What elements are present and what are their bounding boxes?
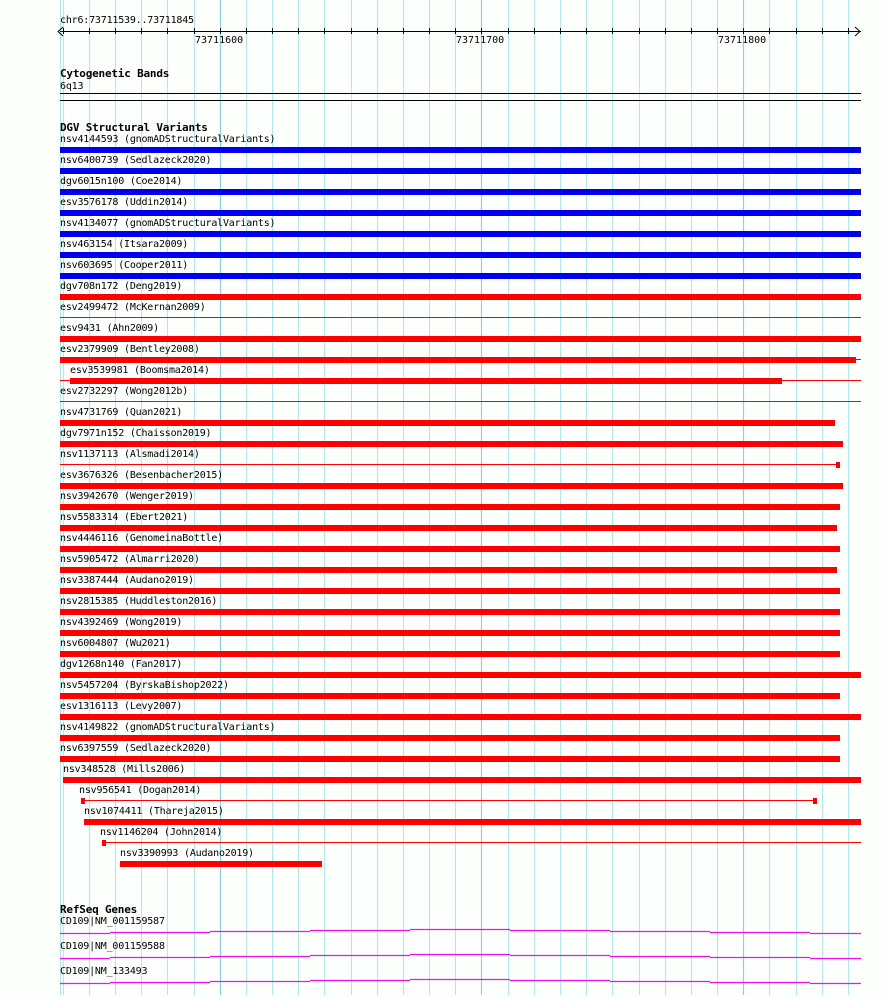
ruler-tick <box>743 28 744 34</box>
dgv-feature-bar <box>60 147 861 153</box>
ruler-tick <box>586 28 587 34</box>
dgv-feature-label[interactable]: nsv463154 (Itsara2009) <box>60 239 189 250</box>
ruler-tick <box>429 28 430 34</box>
dgv-feature-bar <box>60 168 861 174</box>
dgv-feature-bar <box>60 672 861 678</box>
dgv-feature-bar <box>60 357 856 363</box>
dgv-feature-bar <box>60 441 843 447</box>
ruler-tick <box>560 28 561 34</box>
dgv-feature-block <box>102 840 106 846</box>
dgv-feature-label[interactable]: nsv6400739 (Sedlazeck2020) <box>60 155 212 166</box>
dgv-feature-label[interactable]: nsv3390993 (Audano2019) <box>120 848 254 859</box>
ruler-tick <box>691 28 692 34</box>
dgv-feature-bar <box>60 420 835 426</box>
ruler-tick <box>534 28 535 34</box>
cytoband-label: 6q13 <box>60 81 84 92</box>
dgv-feature-bar <box>60 525 837 531</box>
dgv-feature-label[interactable]: nsv4144593 (gnomADStructuralVariants) <box>60 134 276 145</box>
ruler-tick <box>220 28 221 34</box>
tick-label: 73711800 <box>718 35 767 46</box>
dgv-feature-bar <box>60 693 840 699</box>
dgv-feature-bar <box>60 714 861 720</box>
dgv-feature-label[interactable]: esv3539981 (Boomsma2014) <box>70 365 210 376</box>
dgv-feature-line <box>102 842 861 843</box>
dgv-feature-line <box>60 464 840 465</box>
ruler-tick <box>508 28 509 34</box>
dgv-feature-bar <box>120 861 322 867</box>
track-title-dgv[interactable]: DGV Structural Variants <box>60 121 208 134</box>
dgv-feature-label[interactable]: esv2499472 (McKernan2009) <box>60 302 206 313</box>
ruler-tick <box>115 28 116 34</box>
ruler-tick <box>63 28 64 34</box>
ruler-tick <box>324 28 325 34</box>
ruler-tick <box>455 28 456 34</box>
dgv-feature-label[interactable]: dgv6015n100 (Coe2014) <box>60 176 183 187</box>
dgv-feature-label[interactable]: nsv1146204 (John2014) <box>100 827 223 838</box>
ruler-tick <box>194 28 195 34</box>
dgv-feature-bar <box>60 504 840 510</box>
dgv-feature-label[interactable]: nsv1074411 (Thareja2015) <box>84 806 224 817</box>
dgv-feature-label[interactable]: nsv4392469 (Wong2019) <box>60 617 183 628</box>
refseq-feature-line <box>0 978 890 998</box>
dgv-feature-label[interactable]: nsv4149822 (gnomADStructuralVariants) <box>60 722 276 733</box>
dgv-feature-label[interactable]: nsv956541 (Dogan2014) <box>79 785 202 796</box>
dgv-feature-label[interactable]: nsv4731769 (Quan2021) <box>60 407 183 418</box>
dgv-feature-bar <box>60 252 861 258</box>
dgv-feature-bar <box>60 735 840 741</box>
track-title-refseq[interactable]: RefSeq Genes <box>60 903 138 916</box>
dgv-feature-bar <box>60 483 843 489</box>
dgv-feature-label[interactable]: nsv6397559 (Sedlazeck2020) <box>60 743 212 754</box>
dgv-feature-bar <box>60 231 861 237</box>
ruler-tick <box>167 28 168 34</box>
dgv-feature-label[interactable]: nsv2815385 (Huddleston2016) <box>60 596 218 607</box>
ruler-tick <box>717 28 718 34</box>
dgv-feature-bar <box>60 336 861 342</box>
dgv-feature-block <box>836 462 840 468</box>
ruler-tick <box>822 28 823 34</box>
refseq-feature-label[interactable]: CD109|NM_001159587 <box>60 916 165 927</box>
ruler-tick <box>848 28 849 34</box>
dgv-feature-label[interactable]: nsv5583314 (Ebert2021) <box>60 512 189 523</box>
dgv-feature-label[interactable]: nsv4134077 (gnomADStructuralVariants) <box>60 218 276 229</box>
dgv-feature-bar <box>60 189 861 195</box>
dgv-feature-label[interactable]: nsv5905472 (Almarri2020) <box>60 554 200 565</box>
dgv-feature-bar <box>60 756 840 762</box>
dgv-feature-bar <box>60 273 861 279</box>
dgv-feature-bar <box>84 819 861 825</box>
dgv-feature-label[interactable]: esv2379909 (Bentley2008) <box>60 344 200 355</box>
ruler-tick <box>298 28 299 34</box>
dgv-feature-label[interactable]: nsv4446116 (GenomeinaBottle) <box>60 533 223 544</box>
dgv-feature-bar <box>60 588 840 594</box>
dgv-feature-bar <box>60 630 840 636</box>
cytoband-bottom-line <box>60 100 861 101</box>
dgv-feature-bar <box>60 294 861 300</box>
ruler-tick <box>246 28 247 34</box>
ruler-tick <box>612 28 613 34</box>
ruler-tick <box>351 28 352 34</box>
dgv-feature-label[interactable]: esv2732297 (Wong2012b) <box>60 386 189 397</box>
dgv-feature-label[interactable]: esv9431 (Ahn2009) <box>60 323 159 334</box>
dgv-feature-line <box>81 800 817 801</box>
dgv-feature-label[interactable]: dgv708n172 (Deng2019) <box>60 281 183 292</box>
dgv-feature-label[interactable]: nsv3387444 (Audano2019) <box>60 575 194 586</box>
ruler-axis <box>60 31 861 32</box>
dgv-feature-block <box>813 798 817 804</box>
arrow-right-icon <box>854 26 862 37</box>
dgv-feature-bar <box>63 777 861 783</box>
dgv-feature-line <box>60 317 861 318</box>
refseq-feature-label[interactable]: CD109|NM_133493 <box>60 966 148 977</box>
track-title-cytoband[interactable]: Cytogenetic Bands <box>60 67 170 80</box>
dgv-feature-line <box>60 401 861 402</box>
dgv-feature-bar <box>60 609 840 615</box>
dgv-feature-label[interactable]: nsv348528 (Mills2006) <box>63 764 186 775</box>
ruler-tick <box>769 28 770 34</box>
ruler-tick <box>796 28 797 34</box>
refseq-feature-label[interactable]: CD109|NM_001159588 <box>60 941 165 952</box>
tick-label: 73711600 <box>195 35 244 46</box>
dgv-feature-label[interactable]: esv3676326 (Besenbacher2015) <box>60 470 223 481</box>
dgv-feature-label[interactable]: nsv3942670 (Wenger2019) <box>60 491 194 502</box>
location-label: chr6:73711539..73711845 <box>60 15 194 26</box>
ruler-tick <box>665 28 666 34</box>
ruler-tick <box>89 28 90 34</box>
dgv-feature-label[interactable]: nsv5457204 (ByrskaBishop2022) <box>60 680 229 691</box>
ruler-tick <box>481 28 482 34</box>
tick-label: 73711700 <box>456 35 505 46</box>
dgv-feature-bar <box>60 651 840 657</box>
dgv-feature-label[interactable]: dgv7971n152 (Chaisson2019) <box>60 428 212 439</box>
ruler-tick <box>377 28 378 34</box>
dgv-feature-label[interactable]: dgv1268n140 (Fan2017) <box>60 659 183 670</box>
ruler-tick <box>639 28 640 34</box>
dgv-feature-bar <box>70 378 782 384</box>
dgv-feature-label[interactable]: esv1316113 (Levy2007) <box>60 701 183 712</box>
dgv-feature-label[interactable]: nsv1137113 (Alsmadi2014) <box>60 449 200 460</box>
dgv-feature-label[interactable]: esv3576178 (Uddin2014) <box>60 197 189 208</box>
cytoband-top-line <box>60 93 861 94</box>
ruler-tick <box>141 28 142 34</box>
dgv-feature-label[interactable]: nsv603695 (Cooper2011) <box>60 260 189 271</box>
ruler-tick <box>272 28 273 34</box>
dgv-feature-bar <box>60 567 837 573</box>
dgv-feature-block <box>81 798 85 804</box>
ruler-tick <box>403 28 404 34</box>
dgv-feature-bar <box>60 546 840 552</box>
dgv-feature-label[interactable]: nsv6004807 (Wu2021) <box>60 638 171 649</box>
dgv-feature-bar <box>60 210 861 216</box>
